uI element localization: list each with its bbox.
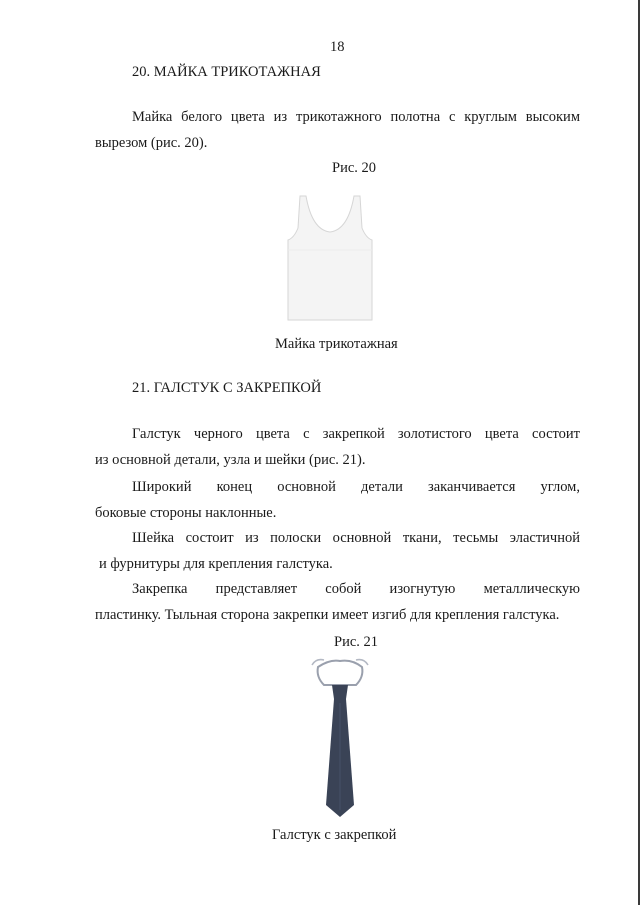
paragraph-line: пластинку. Тыльная сторона закрепки имеет изгиб для крепления галстука. — [95, 607, 560, 623]
paragraph-line: Галстук черного цвета с закрепкой золотистого цвета состоит — [132, 426, 580, 442]
page-number: 18 — [330, 39, 345, 55]
paragraph-line: Шейка состоит из полоски основной ткани, тесьмы эластичной — [132, 530, 580, 546]
section-heading-21: 21. ГАЛСТУК С ЗАКРЕПКОЙ — [132, 380, 322, 396]
figure-label-20: Рис. 20 — [332, 160, 377, 176]
paragraph-line: Майка белого цвета из трикотажного полотна с круглым высоким — [132, 109, 580, 125]
paragraph-line: боковые стороны наклонные. — [95, 505, 277, 521]
figure-label-21: Рис. 21 — [334, 634, 379, 650]
paragraph-line: Широкий конец основной детали заканчивается углом, — [132, 479, 580, 495]
figure-caption-21: Галстук с закрепкой — [272, 827, 397, 843]
paragraph-line: вырезом (рис. 20). — [95, 135, 208, 151]
figure-caption-20: Майка трикотажная — [275, 336, 398, 352]
paragraph-line: из основной детали, узла и шейки (рис. 21). — [95, 452, 366, 468]
paragraph-line: Закрепка представляет собой изогнутую металлическую — [132, 581, 580, 597]
section-heading-20: 20. МАЙКА ТРИКОТАЖНАЯ — [132, 64, 321, 80]
paragraph-line: и фурнитуры для крепления галстука. — [99, 556, 333, 572]
tank-top-image — [280, 190, 380, 325]
tie-image — [300, 655, 380, 820]
